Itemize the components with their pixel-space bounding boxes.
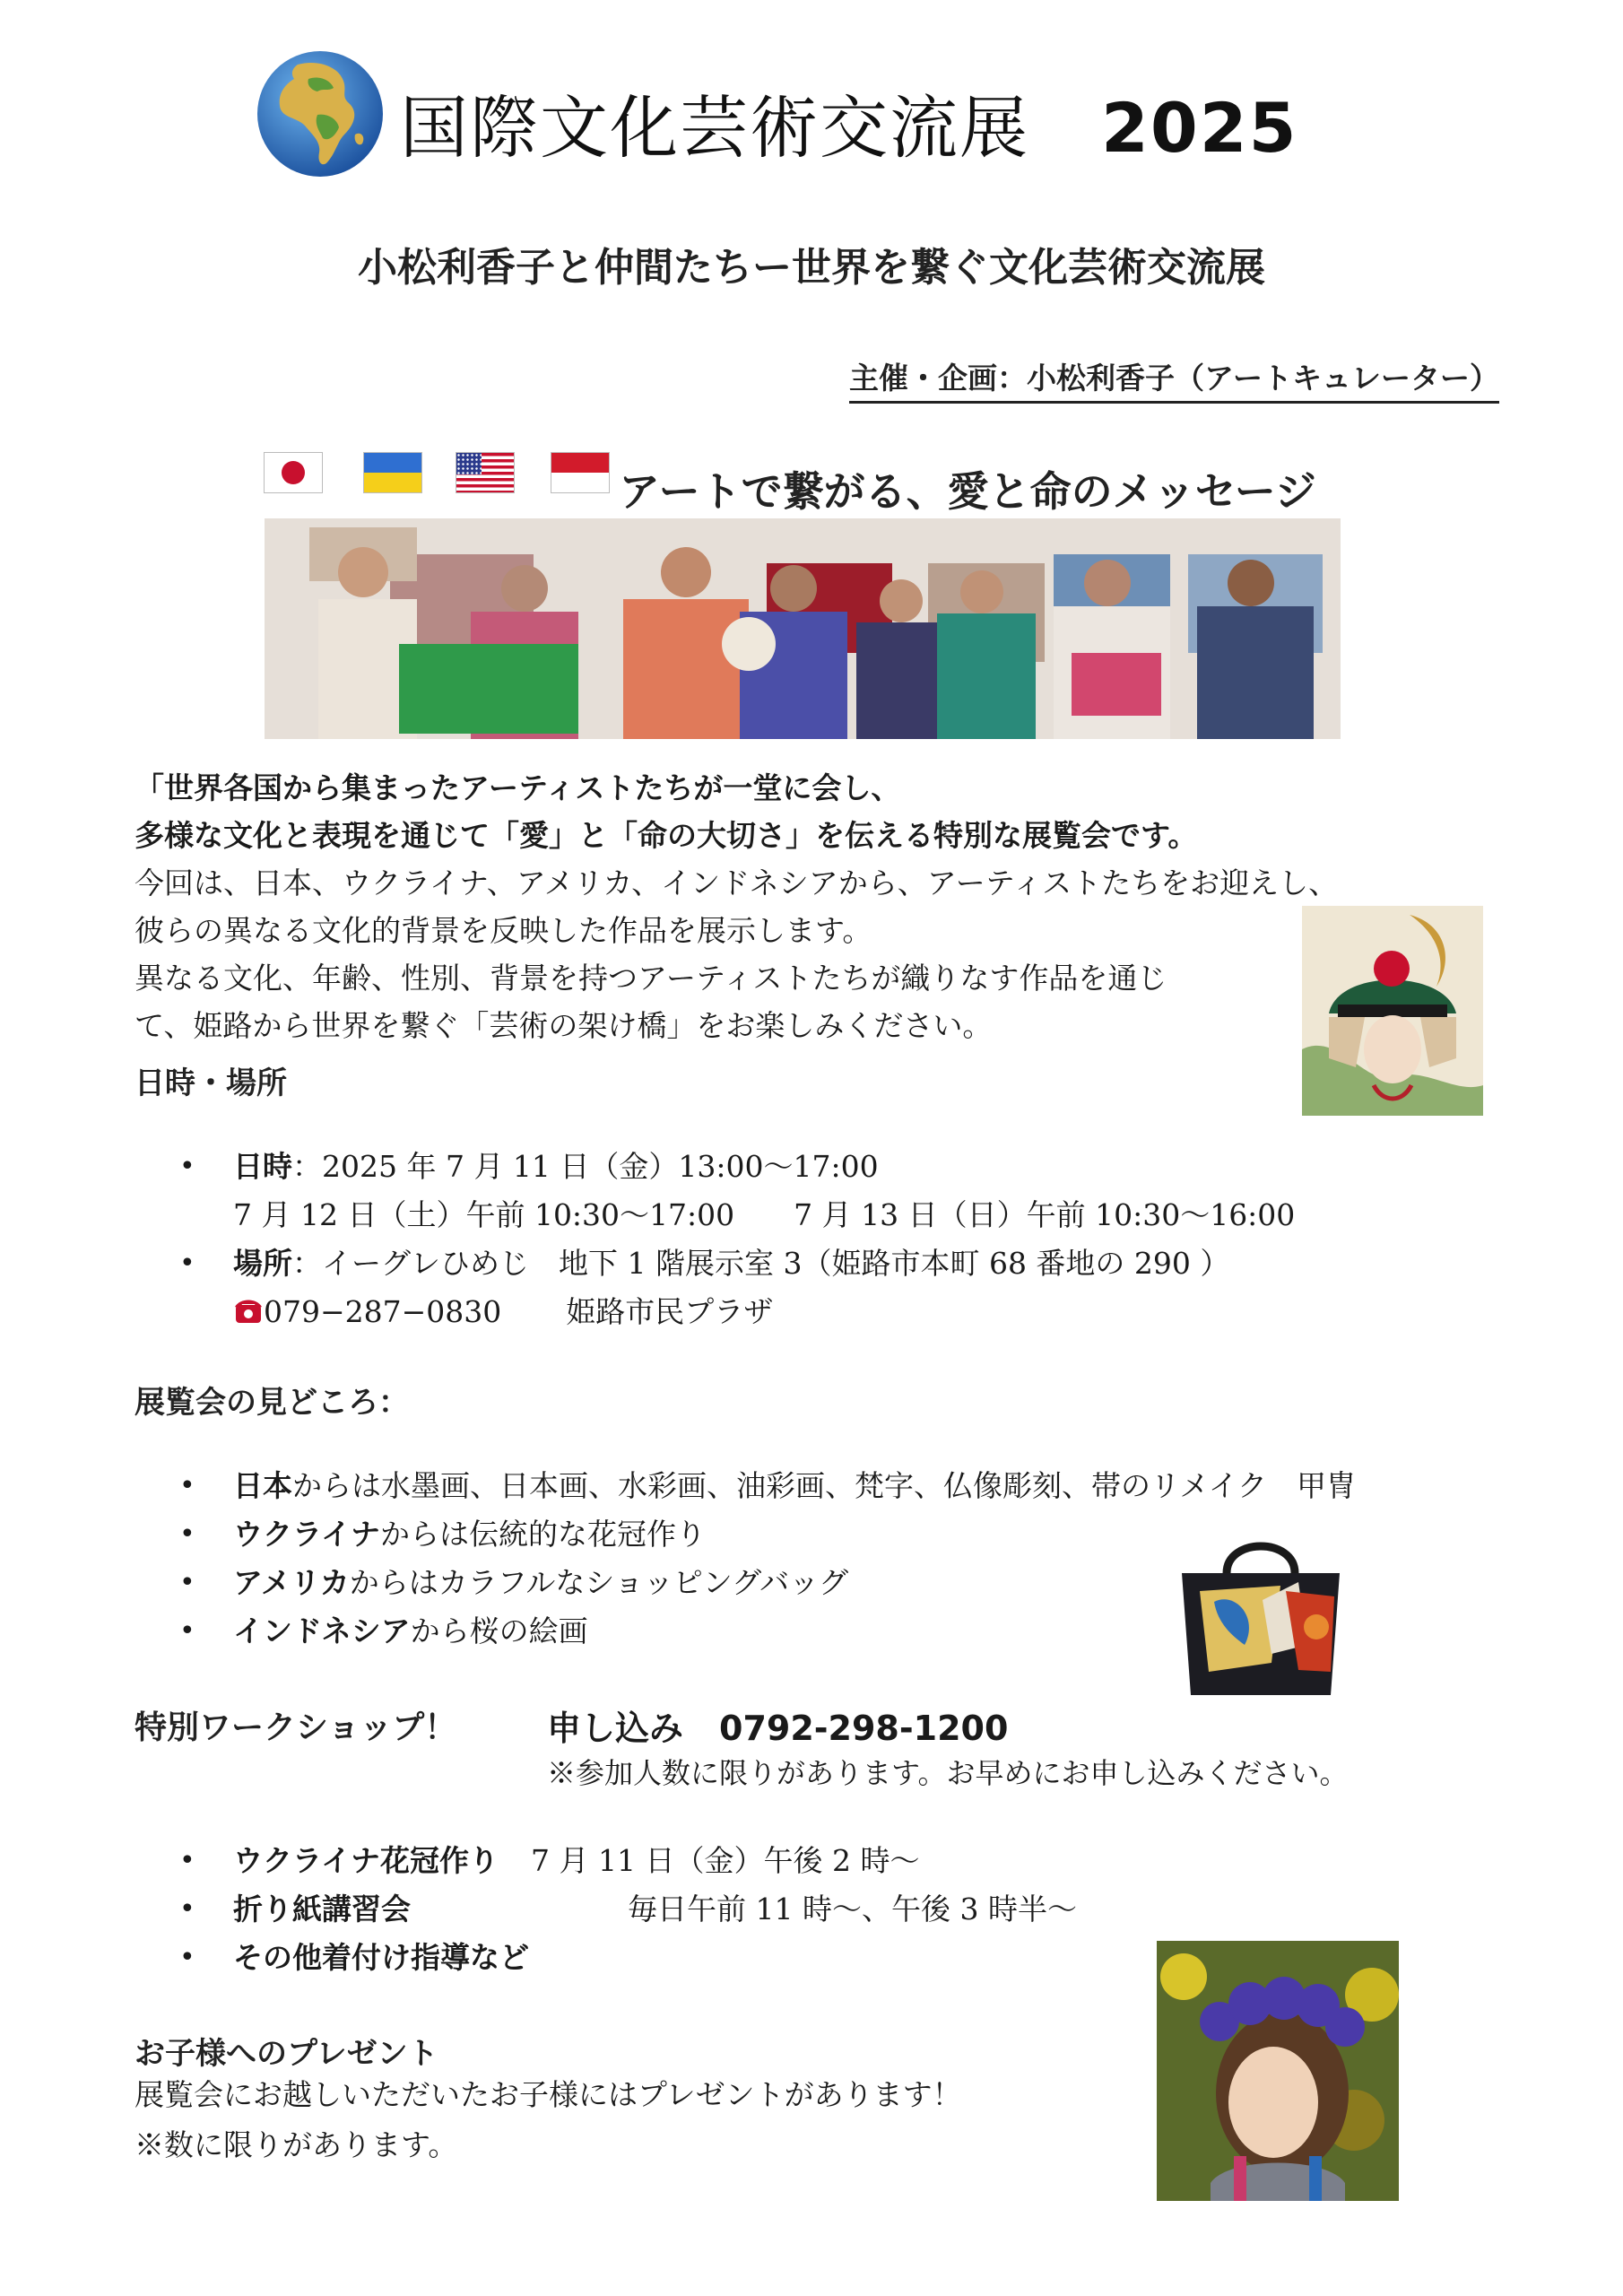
ukraine-flag-icon — [363, 452, 422, 493]
workshop-time: 毎日午前 11 時～、午後 3 時半～ — [628, 1892, 1077, 1926]
list-item — [179, 1462, 1356, 1510]
venue-name: 姫路市民プラザ — [566, 1294, 774, 1329]
highlight-text: から桜の絵画 — [410, 1613, 588, 1648]
list-item — [179, 1837, 1077, 1885]
schedule-heading: 日時・場所 — [135, 1065, 287, 1101]
highlight-text: からはカラフルなショッピングバッグ — [349, 1565, 849, 1600]
intro-bold-line: 多様な文化と表現を通じて「愛」と「命の大切さ」を伝える特別な展覧会です。 — [135, 818, 1198, 853]
country-label: アメリカ — [233, 1565, 350, 1600]
shopping-bag-image — [1173, 1537, 1349, 1695]
list-item — [179, 1143, 1295, 1191]
date-line-2: 7 月 12 日（土）午前 10:30～17:00 7 月 13 日（日）午前 10:30～16:00 — [233, 1197, 1296, 1232]
intro-line: 今回は、日本、ウクライナ、アメリカ、インドネシアから、アーティストたちをお迎えし、 — [135, 865, 1339, 900]
subtitle: 小松利香子と仲間たちー世界を繋ぐ文化芸術交流展 — [358, 245, 1265, 291]
phone-number: 079−287−0830 — [264, 1294, 502, 1329]
present-line: 展覧会にお越しいただいたお子様にはプレゼントがあります！ — [135, 2077, 962, 2112]
group-photo — [265, 518, 1341, 739]
workshop-apply — [547, 1700, 1008, 1750]
present-line: ※数に限りがあります。 — [135, 2127, 458, 2162]
title-year: 2025 — [1101, 88, 1298, 168]
intro-line: て、姫路から世界を繋ぐ「芸術の架け橋」をお楽しみください。 — [135, 1008, 993, 1043]
place-value: ：イーグレひめじ 地下 1 階展示室 3（姫路市本町 68 番地の 290 ） — [292, 1246, 1230, 1281]
list-item — [179, 1934, 1077, 1982]
workshop-name: ウクライナ花冠作り — [233, 1843, 499, 1878]
page-title — [400, 74, 1298, 171]
country-label: 日本 — [233, 1468, 292, 1503]
title-text: 国際文化芸術交流展 — [400, 88, 1029, 168]
child-flower-crown-photo — [1157, 1941, 1399, 2201]
date-value: ：2025 年 7 月 11 日（金）13:00～17:00 — [292, 1149, 879, 1184]
schedule-list — [179, 1143, 1295, 1336]
date-label: 日時 — [233, 1149, 292, 1184]
workshop-note: ※参加人数に限りがあります。お早めにお申し込みください。 — [547, 1756, 1349, 1790]
place-label: 場所 — [233, 1246, 292, 1281]
highlight-text: からは水墨画、日本画、水彩画、油彩画、梵字、仏像彫刻、帯のリメイク 甲冑 — [292, 1468, 1357, 1503]
country-label: ウクライナ — [233, 1517, 381, 1552]
intro-line: 彼らの異なる文化的背景を反映した作品を展示します。 — [135, 913, 872, 948]
present-heading: お子様へのプレゼント — [135, 2036, 438, 2072]
apply-phone: 0792-298-1200 — [719, 1709, 1009, 1748]
usa-flag-icon — [456, 452, 515, 493]
tagline: アートで繋がる、愛と命のメッセージ — [619, 467, 1316, 516]
list-item — [179, 1288, 1295, 1336]
japan-flag-icon — [264, 452, 323, 493]
workshop-name: その他着付け指導など — [233, 1940, 529, 1975]
highlights-heading: 展覧会の見どころ： — [135, 1385, 409, 1421]
list-item — [179, 1239, 1295, 1288]
globe-icon — [255, 48, 386, 179]
workshop-heading: 特別ワークショップ！ — [135, 1709, 457, 1746]
workshop-list — [179, 1837, 1077, 1982]
country-label: インドネシア — [233, 1613, 411, 1648]
list-item — [179, 1885, 1077, 1934]
intro-bold-line: 「世界各国から集まったアーティストたちが一堂に会し、 — [135, 770, 901, 805]
intro-text — [135, 764, 1338, 1049]
apply-label: 申し込み — [547, 1709, 684, 1748]
highlight-text: からは伝統的な花冠作り — [380, 1517, 707, 1552]
organizer-line: 主催・企画：小松利香子（アートキュレーター） — [849, 355, 1499, 404]
workshop-time: 7 月 11 日（金）午後 2 時～ — [531, 1843, 920, 1878]
present-text — [135, 2070, 962, 2170]
kabuto-painting — [1302, 906, 1483, 1116]
workshop-name: 折り紙講習会 — [233, 1892, 411, 1926]
intro-line: 異なる文化、年齢、性別、背景を持つアーティストたちが織りなす作品を通じ — [135, 961, 1167, 996]
list-item — [179, 1191, 1295, 1239]
indonesia-flag-icon — [551, 452, 610, 493]
telephone-icon — [233, 1296, 264, 1326]
